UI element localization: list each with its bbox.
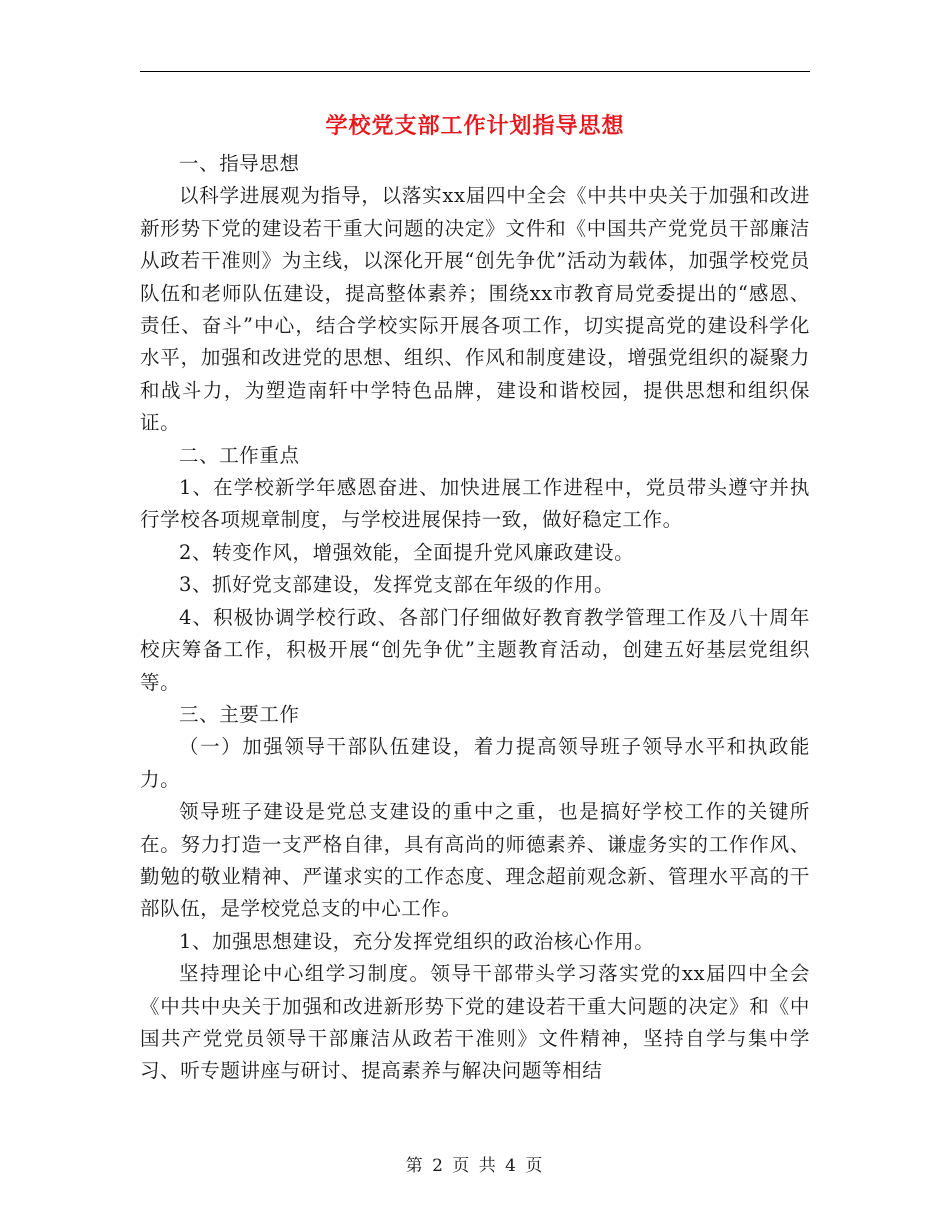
- body-paragraph: 坚持理论中心组学习制度。领导干部带头学习落实党的xx届四中全会《中共中央关于加强和改进新形势下党的建设若干重大问题的决定》和《中国共产党党员领导干部廉洁从政若干准则》文件精神，坚持自学与集中学习、听专题讲座与研讨、提高素养与解决问题等相结: [140, 962, 810, 1083]
- section-heading-work-focus: 二、工作重点: [179, 443, 300, 467]
- body-paragraph: 领导班子建设是党总支建设的重中之重，也是搞好学校工作的关键所在。努力打造一支严格自律，具有高尚的师德素养、谦虚务实的工作作风、勤勉的敬业精神、严谨求实的工作态度、理念超前观念新、管理水平高的干部队伍，是学校党总支的中心工作。: [140, 800, 810, 921]
- list-item-1: 1、在学校新学年感恩奋进、加快进展工作进程中，党员带头遵守并执行学校各项规章制度，与学校进展保持一致，做好稳定工作。: [140, 476, 810, 532]
- list-item-2: 2、转变作风，增强效能，全面提升党风廉政建设。: [179, 540, 635, 564]
- subsection-heading-leadership: （一）加强领导干部队伍建设，着力提高领导班子领导水平和执政能力。: [140, 735, 810, 791]
- numbered-heading-1: 1、加强思想建设，充分发挥党组织的政治核心作用。: [179, 929, 655, 953]
- document-title: 学校党支部工作计划指导思想: [325, 113, 625, 139]
- list-item-4: 4、积极协调学校行政、各部门仔细做好教育教学管理工作及八十周年校庆筹备工作，积极开展“创先争优”主题教育活动，创建五好基层党组织等。: [140, 605, 810, 694]
- header-rule: [140, 71, 810, 72]
- body-paragraph: 以科学进展观为指导，以落实xx届四中全会《中共中央关于加强和改进新形势下党的建设若干重大问题的决定》文件和《中国共产党党员干部廉洁从政若干准则》为主线，以深化开展“创先争优”活动为载体，加强学校党员队伍和老师队伍建设，提高整体素养；围绕xx市教育局党委提出的“感恩、责任、奋斗”中心，结合学校实际开展各项工作，切实提高党的建设科学化水平，加强和改进党的思想、组织、作风和制度建设，增强党组织的凝聚力和战斗力，为塑造南轩中学特色品牌，建设和谐校园，提供思想和组织保证。: [140, 184, 810, 435]
- section-heading-main-work: 三、主要工作: [179, 702, 300, 726]
- page-number-footer: 第 2 页 共 4 页: [405, 1156, 545, 1176]
- list-item-3: 3、抓好党支部建设，发挥党支部在年级的作用。: [179, 573, 615, 597]
- document-body: [140, 148, 810, 1088]
- section-heading-guiding-thought: 一、指导思想: [179, 152, 300, 175]
